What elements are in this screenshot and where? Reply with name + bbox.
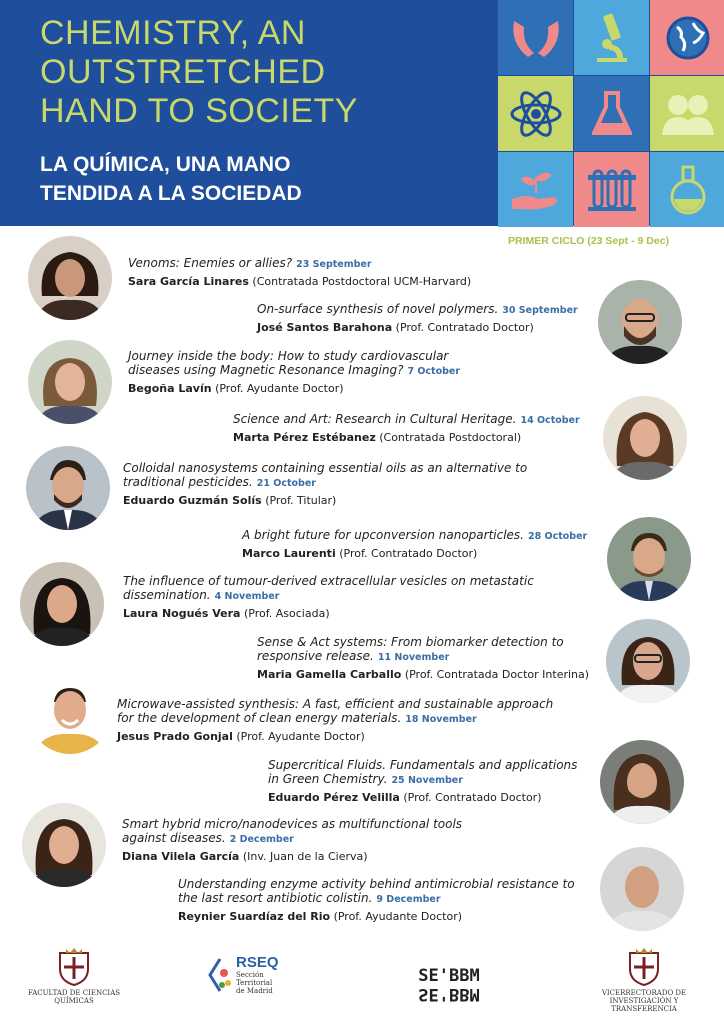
talk-item (268, 758, 590, 805)
talk-date: 4 November (214, 591, 280, 602)
speaker-name: Eduardo Pérez Velilla (268, 791, 400, 804)
round-flask-icon (650, 152, 724, 227)
speaker-role: (Prof. Contratado Doctor) (403, 791, 542, 804)
flask-icon (574, 76, 649, 151)
title-english (40, 14, 500, 131)
talk-item (128, 349, 488, 396)
facultad-text: FACULTAD DE CIENCIAS (27, 989, 121, 997)
university-seal-icon (624, 945, 664, 987)
vicerrectorado-text: TRANSFERENCIA (611, 1005, 677, 1013)
talk-title: Science and Art: Research in Cultural Heritage. (233, 412, 517, 426)
sebbm-mirror-text: SE'BBM (418, 984, 480, 1004)
talk-title: Journey inside the body: How to study cardiovascular diseases using Magnetic Resonance Imaging? (128, 349, 449, 377)
title-spanish-line: LA QUÍMICA, UNA MANO (40, 153, 291, 176)
title-spanish (40, 150, 500, 208)
sebbm-text: SE'BBM (418, 966, 480, 986)
speaker-photo (603, 396, 687, 480)
talk-title: On-surface synthesis of novel polymers. (257, 302, 499, 316)
speaker-role: (Prof. Titular) (265, 494, 337, 507)
speaker-photo (22, 803, 106, 887)
people-icon (650, 76, 724, 151)
speaker-role: (Contratada Postdoctoral) (379, 431, 522, 444)
speaker-name: Diana Vilela García (122, 850, 240, 863)
facultad-logo (24, 945, 124, 1005)
talk-date: 23 September (296, 259, 372, 270)
talk-title: A bright future for upconversion nanoparticles. (242, 528, 524, 542)
talk-date: 14 October (520, 415, 580, 426)
talk-date: 25 November (391, 775, 463, 786)
talk-date: 11 November (377, 652, 450, 663)
talk-title: Venoms: Enemies or allies? (128, 256, 293, 270)
speaker-name: Sara García Linares (128, 275, 249, 288)
speaker-photo (607, 517, 691, 601)
vicerrectorado-logo (594, 945, 694, 1013)
title-english-line: OUTSTRETCHED (40, 53, 326, 91)
speaker-photo (26, 446, 110, 530)
talk-date: 30 September (502, 305, 578, 316)
title-english-line: CHEMISTRY, AN (40, 14, 306, 52)
speaker-name: José Santos Barahona (257, 321, 393, 334)
talk-title: Colloidal nanosystems containing essential oils as an alternative to traditional pesticides. (123, 461, 528, 489)
speaker-role: (Prof. Contratado Doctor) (339, 547, 478, 560)
globe-icon (650, 0, 724, 75)
sebbm-logo (404, 967, 494, 1003)
title-spanish-line: TENDIDA A LA SOCIEDAD (40, 182, 302, 205)
speaker-role: (Prof. Contratada Doctor Interina) (404, 668, 590, 681)
talk-title: Smart hybrid micro/nanodevices as multifunctional tools against diseases. (122, 817, 463, 845)
speaker-photo (600, 740, 684, 824)
talk-item (123, 461, 543, 508)
atom-icon (498, 76, 573, 151)
speaker-photo (28, 670, 112, 754)
speaker-role: (Contratada Postdoctoral UCM-Harvard) (252, 275, 472, 288)
speaker-name: Reynier Suardíaz del Rio (178, 910, 331, 923)
vicerrectorado-text: INVESTIGACIÓN Y (609, 997, 679, 1005)
title-english-line: HAND TO SOCIETY (40, 92, 358, 130)
hands-icon (498, 0, 573, 75)
speaker-name: Maria Gamella Carballo (257, 668, 402, 681)
speaker-name: Begoña Lavín (128, 382, 212, 395)
speaker-photo (20, 562, 104, 646)
talk-title: Sense & Act systems: From biomarker detection to responsive release. (257, 635, 564, 663)
talk-item (123, 574, 553, 621)
talk-item (233, 412, 613, 445)
speaker-role: (Prof. Ayudante Doctor) (333, 910, 463, 923)
speaker-role: (Prof. Contratado Doctor) (395, 321, 534, 334)
rseq-sub: Sección (236, 971, 264, 979)
talk-title: Understanding enzyme activity behind antimicrobial resistance to the last resort antibiotic colistin. (178, 877, 575, 905)
speaker-name: Marta Pérez Estébanez (233, 431, 376, 444)
speaker-name: Eduardo Guzmán Solís (123, 494, 262, 507)
vicerrectorado-text: VICERRECTORADO DE (601, 989, 687, 997)
speaker-photo (606, 619, 690, 703)
speaker-role: (Prof. Asociada) (243, 607, 330, 620)
icon-grid (498, 0, 724, 226)
talk-date: 28 October (528, 531, 588, 542)
talk-item (122, 817, 502, 864)
speaker-photo (28, 340, 112, 424)
talk-title: The influence of tumour-derived extracellular vesicles on metastatic dissemination. (123, 574, 534, 602)
speaker-photo (28, 236, 112, 320)
speaker-name: Jesus Prado Gonjal (117, 730, 233, 743)
speaker-role: (Inv. Juan de la Cierva) (242, 850, 368, 863)
university-seal-icon (54, 945, 94, 987)
talk-date: 7 October (407, 366, 461, 377)
talk-item (257, 302, 597, 335)
talk-title: Microwave-assisted synthesis: A fast, efficient and sustainable approach for the development of clean energy materials. (117, 697, 554, 725)
speaker-role: (Prof. Ayudante Doctor) (215, 382, 344, 395)
test-tubes-icon (574, 152, 649, 227)
speaker-role: (Prof. Ayudante Doctor) (236, 730, 365, 743)
microscope-icon (574, 0, 649, 75)
talk-date: 9 December (376, 894, 441, 905)
speaker-photo (598, 280, 682, 364)
talk-date: 2 December (229, 834, 294, 845)
talk-item (128, 256, 568, 289)
talk-date: 21 October (256, 478, 316, 489)
facultad-text: QUÍMICAS (54, 997, 94, 1005)
rseq-sub: Territorial (236, 979, 273, 987)
speaker-photo (600, 847, 684, 931)
talk-item (117, 697, 557, 744)
talk-date: 18 November (405, 714, 477, 725)
rseq-name: RSEQ (236, 954, 279, 971)
speaker-name: Laura Nogués Vera (123, 607, 241, 620)
rseq-sub: de Madrid (236, 987, 273, 995)
rseq-molecule-icon (206, 955, 236, 995)
rseq-logo (206, 955, 296, 995)
talk-item (242, 528, 602, 561)
header-banner (0, 0, 724, 226)
speaker-name: Marco Laurenti (242, 547, 336, 560)
cycle-label: PRIMER CICLO (23 Sept - 9 Dec) (508, 235, 670, 247)
footer-logos (0, 945, 724, 1024)
hand-plant-icon (498, 152, 573, 227)
talk-title: Supercritical Fluids. Fundamentals and applications in Green Chemistry. (268, 758, 578, 786)
talk-item (178, 877, 588, 924)
talk-item (257, 635, 597, 682)
